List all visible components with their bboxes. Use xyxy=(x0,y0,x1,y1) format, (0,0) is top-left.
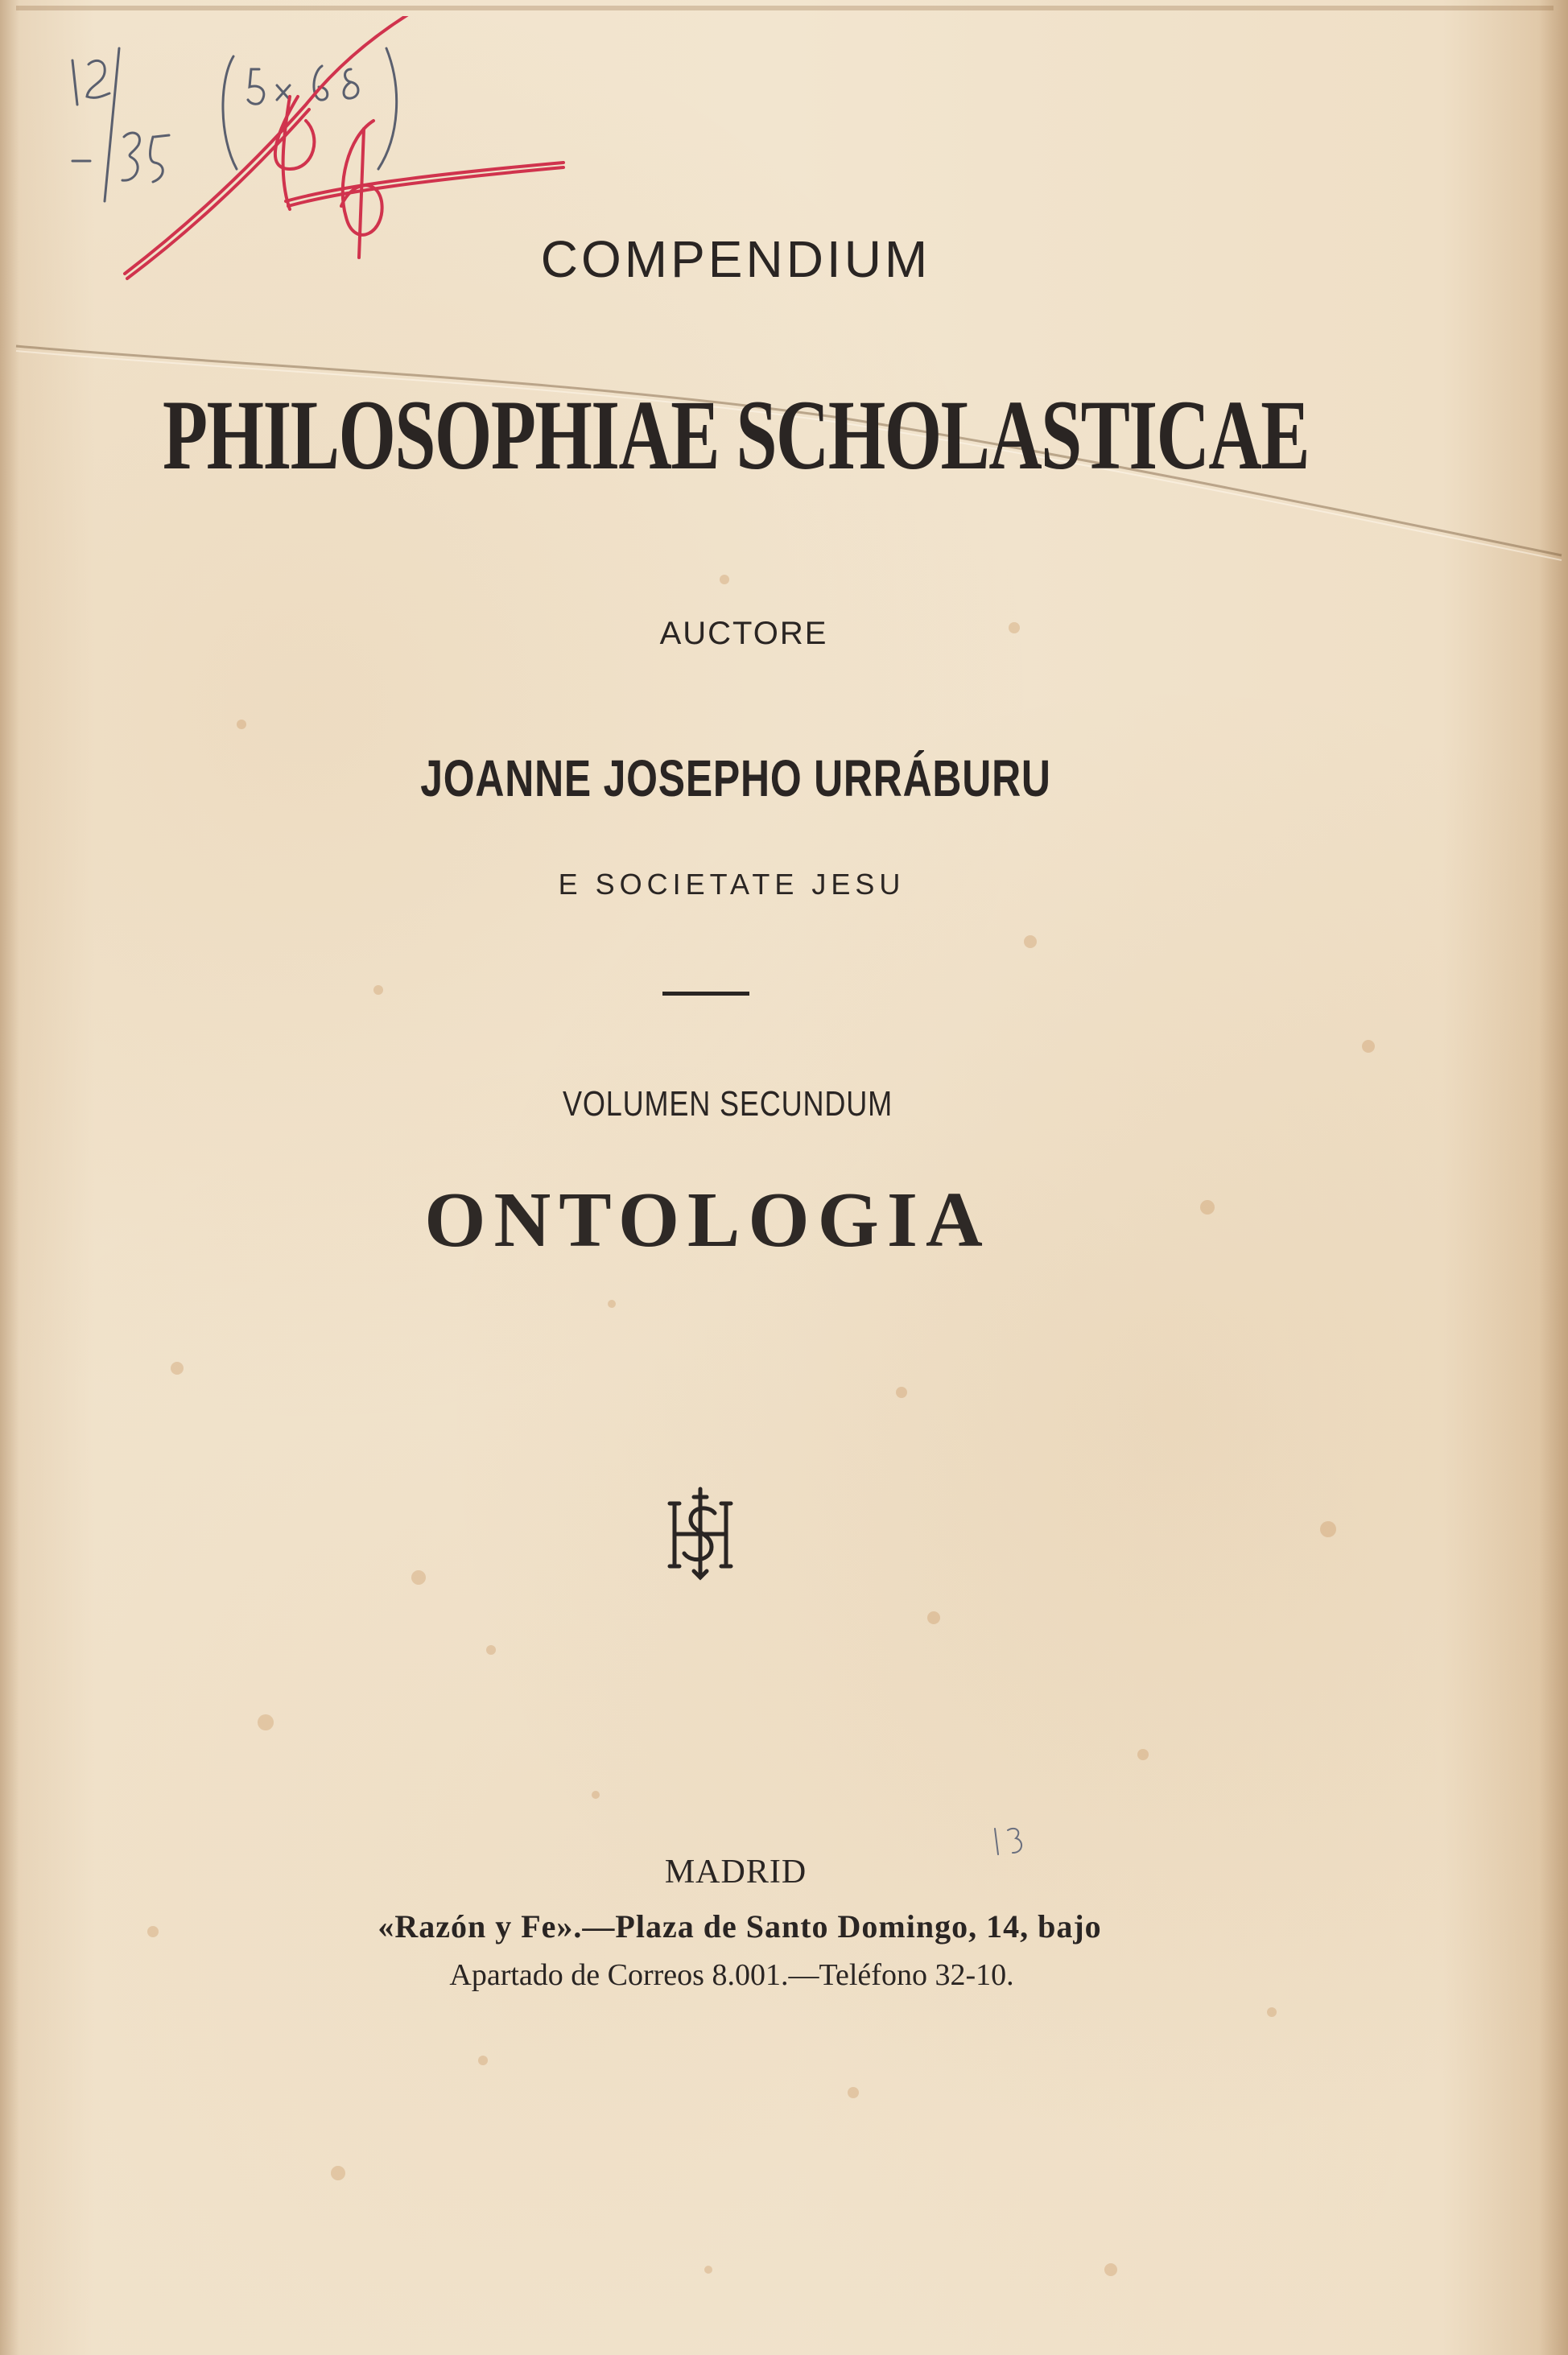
paper-edge-right xyxy=(1539,0,1568,2355)
imprint-place: MADRID xyxy=(664,1854,807,1891)
volume-title: ONTOLOGIA xyxy=(424,1177,991,1264)
ihs-monogram-icon xyxy=(666,1486,734,1581)
affiliation: E SOCIETATE JESU xyxy=(558,868,906,901)
author-name: JOANNE JOSEPHO URRÁBURU xyxy=(420,749,1051,807)
imprint-address: Apartado de Correos 8.001.—Teléfono 32-10. xyxy=(449,1958,1014,1992)
series-title: COMPENDIUM xyxy=(540,230,931,288)
main-title: PHILOSOPHIAE SCHOLASTICAE xyxy=(163,380,1309,490)
volume-label: VOLUMEN SECUNDUM xyxy=(562,1084,893,1124)
divider-rule xyxy=(662,992,749,996)
auctore-label: AUCTORE xyxy=(659,616,828,651)
imprint-publisher: «Razón y Fe».—Plaza de Santo Domingo, 14, bajo xyxy=(378,1908,1102,1945)
handwritten-annotations xyxy=(48,16,612,338)
